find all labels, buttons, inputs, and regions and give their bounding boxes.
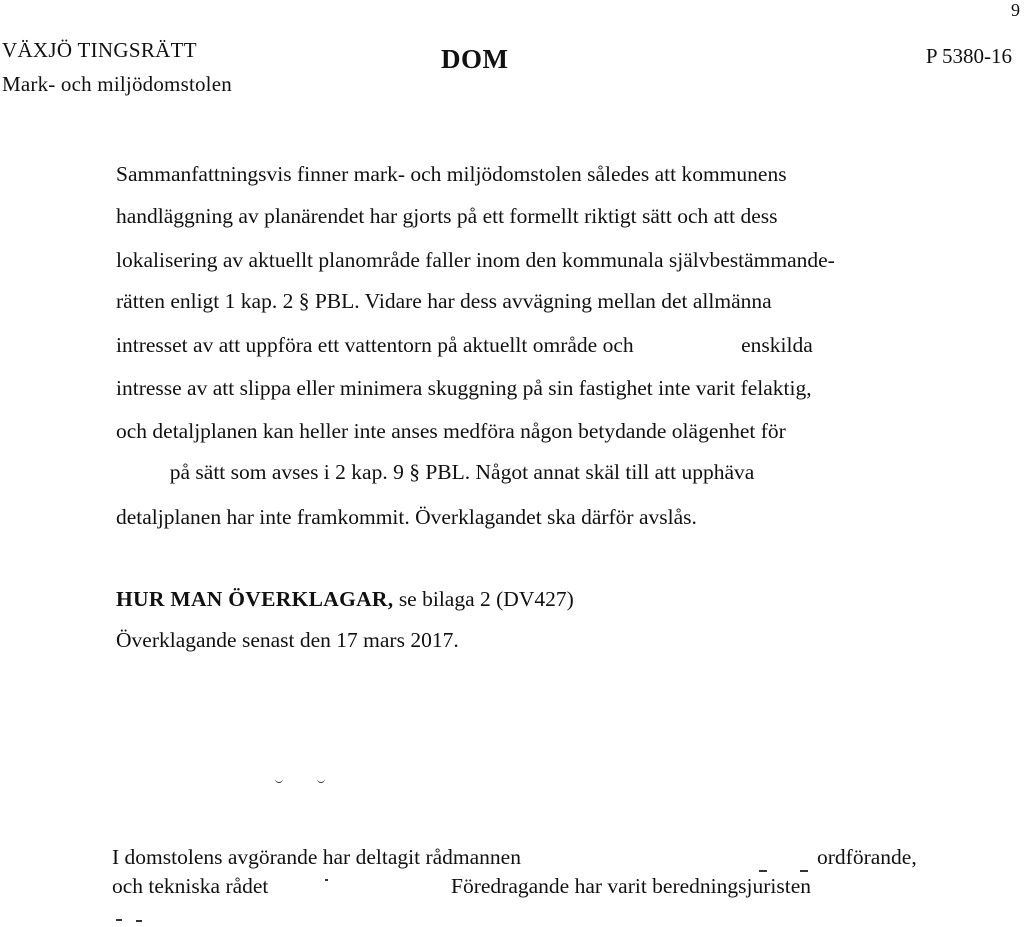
redaction-mark bbox=[317, 778, 325, 783]
redaction-mark bbox=[759, 870, 767, 872]
body-line-4: rätten enligt 1 kap. 2 § PBL. Vidare har dess avvägning mellan det allmänna bbox=[116, 289, 772, 313]
appeal-info bbox=[116, 587, 574, 612]
redaction-mark bbox=[325, 879, 328, 881]
body-line-2: handläggning av planärendet har gjorts på ett formellt riktigt sätt och att dess bbox=[116, 204, 778, 228]
case-number: P 5380-16 bbox=[925, 44, 1012, 68]
redaction-mark bbox=[800, 870, 808, 872]
court-name: VÄXJÖ TINGSRÄTT bbox=[2, 38, 197, 62]
appeal-heading: HUR MAN ÖVERKLAGAR, bbox=[116, 587, 394, 611]
body-line-9: detaljplanen har inte framkommit. Överklagandet ska därför avslås. bbox=[116, 505, 697, 529]
document-type: DOM bbox=[441, 44, 509, 74]
body-line-6: intresse av att slippa eller minimera skuggning på sin fastighet inte varit felaktig, bbox=[116, 376, 812, 400]
court-division: Mark- och miljödomstolen bbox=[2, 72, 232, 96]
redaction-mark bbox=[136, 920, 142, 922]
body-line-3: lokalisering av aktuellt planområde faller inom den kommunala självbestämmande- bbox=[116, 248, 835, 272]
body-line-1: Sammanfattningsvis finner mark- och miljödomstolen således att kommunens bbox=[116, 162, 787, 186]
body-line-8: på sätt som avses i 2 kap. 9 § PBL. Något annat skäl till att upphäva bbox=[116, 460, 755, 484]
body-line-5: intresset av att uppföra ett vattentorn på aktuellt område och enskilda bbox=[116, 333, 813, 357]
body-line-7: och detaljplanen kan heller inte anses medföra någon betydande olägenhet för bbox=[116, 419, 786, 443]
appeal-deadline: Överklagande senast den 17 mars 2017. bbox=[116, 628, 459, 652]
appeal-reference: se bilaga 2 (DV427) bbox=[393, 587, 574, 611]
footer-line-2-start: och tekniska rådet bbox=[112, 874, 269, 898]
footer-line-1-start: I domstolens avgörande har deltagit rådmannen bbox=[112, 845, 521, 869]
page-number: 9 bbox=[1011, 0, 1020, 20]
redaction-mark bbox=[275, 778, 283, 783]
footer-line-2-end: Föredragande har varit beredningsjuristen bbox=[451, 874, 811, 898]
footer-line-1-end: ordförande, bbox=[817, 845, 917, 869]
redaction-mark bbox=[116, 919, 122, 921]
